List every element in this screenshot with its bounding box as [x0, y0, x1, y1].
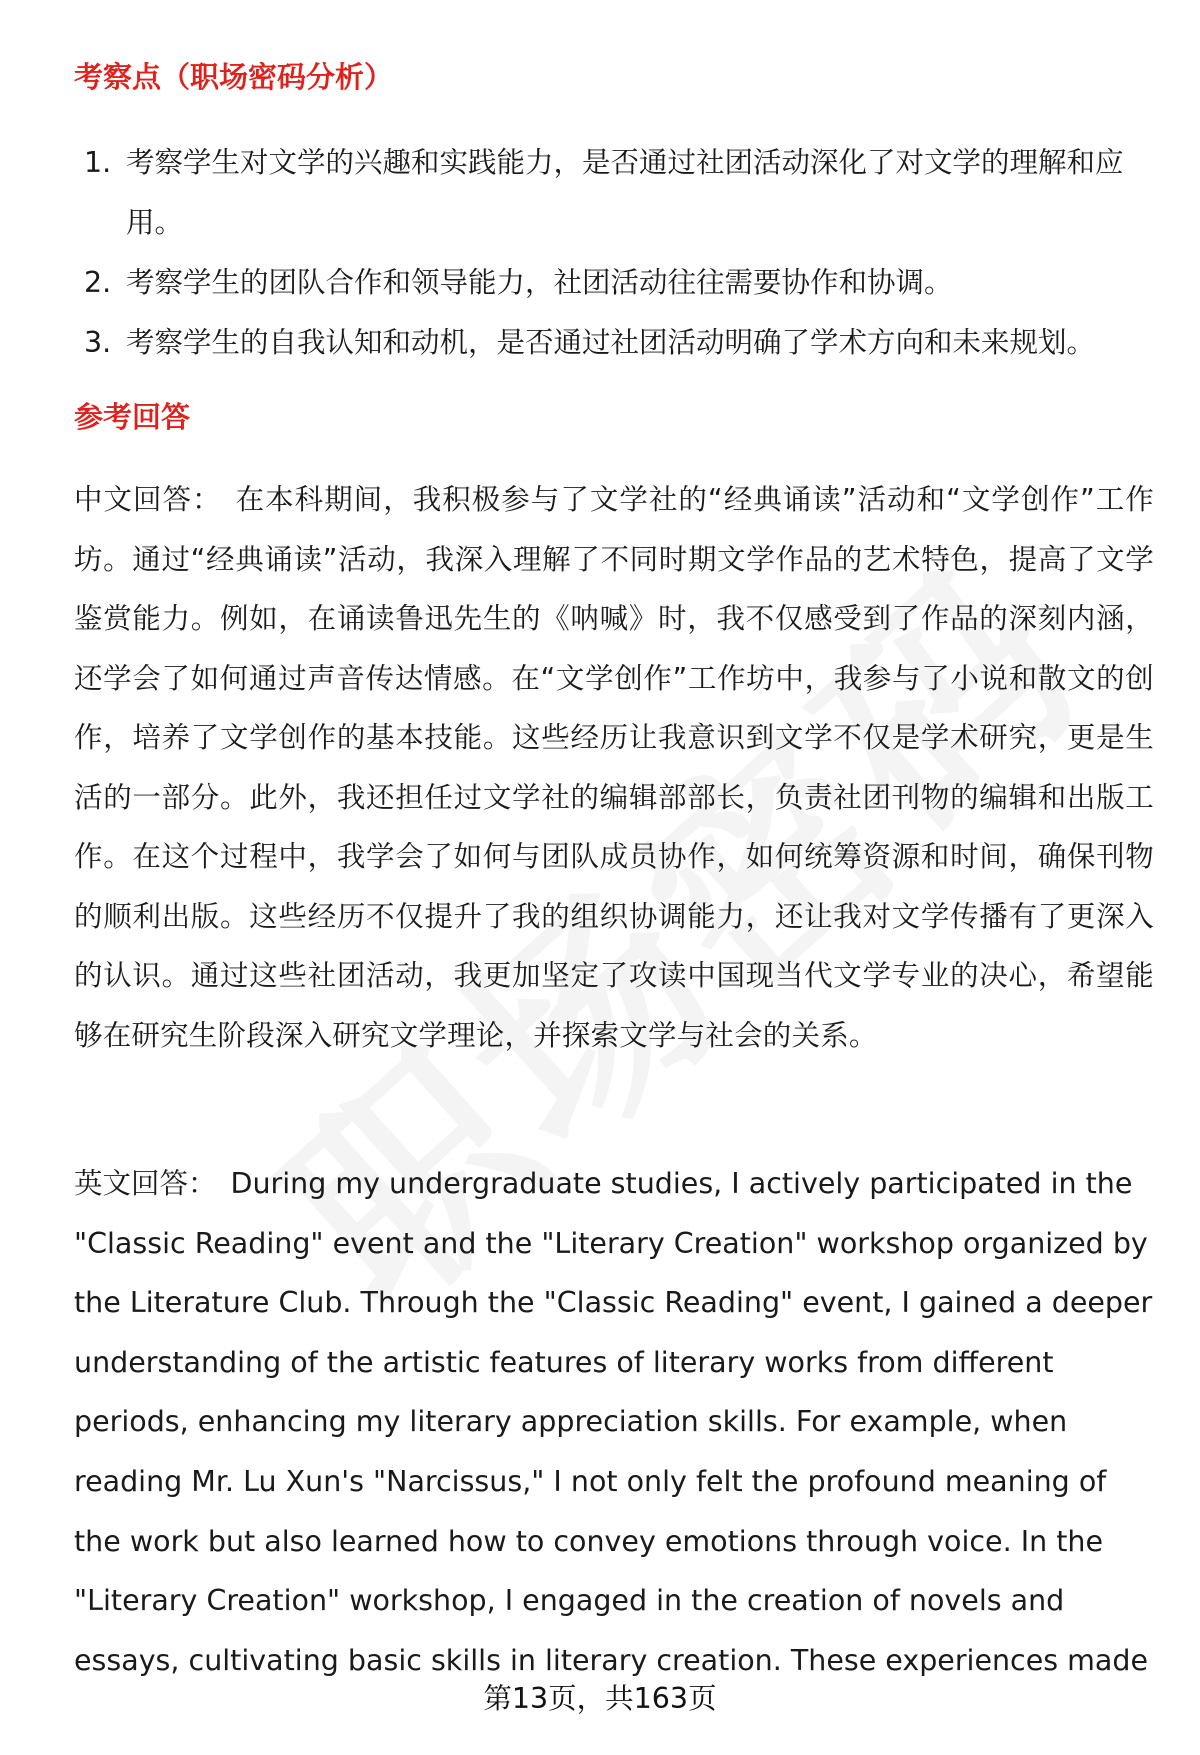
page-number-footer: 第13页，共163页 [483, 1682, 717, 1715]
chinese-answer-label: 中文回答： [74, 483, 222, 516]
chinese-answer-text: 在本科期间，我积极参与了文学社的“经典诵读”活动和“文学创作”工作坊。通过“经典诵读”活动，我深入理解了不同时期文学作品的艺术特色，提高了文学鉴赏能力。例如，在诵读鲁迅先生的《呐喊》时，我不仅感受到了作品的深刻内涵，还学会了如何通过声音传达情感。在“文学创作”工作坊中，我参与了小说和散文的创作，培养了文学创作的基本技能。这些经历让我意识到文学不仅是学术研究，更是生活的一部分。此外，我还担任过文学社的编辑部部长，负责社团刊物的编辑和出版工作。在这个过程中，我学会了如何与团队成员协作，如何统筹资源和时间，确保刊物的顺利出版。这些经历不仅提升了我的组织协调能力，还让我对文学传播有了更深入的认识。通过这些社团活动，我更加坚定了攻读中国现当代文学专业的决心，希望能够在研究生阶段深入研究文学理论，并探索文学与社会的关系。 [74, 483, 1154, 1052]
list-item-number: 3. [84, 326, 112, 359]
english-answer-text: During my undergraduate studies, I actively participated in the "Classic Reading" event and the "Literary Creation" workshop organized by the Literature Club. Through the "Classic Reading" event, I gained a deeper understanding of the artistic features of literary works from different periods, enhancing my literary appreciation skills. For example, when reading Mr. Lu Xun's "Narcissus," I not only felt the profound meaning of the work but also learned how to convey emotions through voice. In the "Literary Creation" workshop, I engaged in the creation of novels and essays, cultivating basic skills in literary creation. These experiences made [74, 1167, 1153, 1677]
chinese-answer-paragraph [74, 470, 1154, 1065]
section-heading-reference-answer: 参考回答 [74, 400, 191, 434]
list-item [74, 313, 1154, 373]
section-heading-exam-points: 考察点（职场密码分析） [74, 60, 394, 94]
list-item-text: 考察学生对文学的兴趣和实践能力，是否通过社团活动深化了对文学的理解和应用。 [126, 146, 1124, 239]
exam-points-list [74, 133, 1154, 373]
english-answer-label: 英文回答： [74, 1167, 217, 1200]
list-item-text: 考察学生的团队合作和领导能力，社团活动往往需要协作和协调。 [126, 266, 953, 299]
list-item-text: 考察学生的自我认知和动机，是否通过社团活动明确了学术方向和未来规划。 [126, 326, 1096, 359]
list-item [74, 253, 1154, 313]
list-item-number: 1. [84, 146, 112, 179]
list-item [74, 133, 1154, 253]
english-answer-paragraph [74, 1154, 1154, 1690]
list-item-number: 2. [84, 266, 112, 299]
